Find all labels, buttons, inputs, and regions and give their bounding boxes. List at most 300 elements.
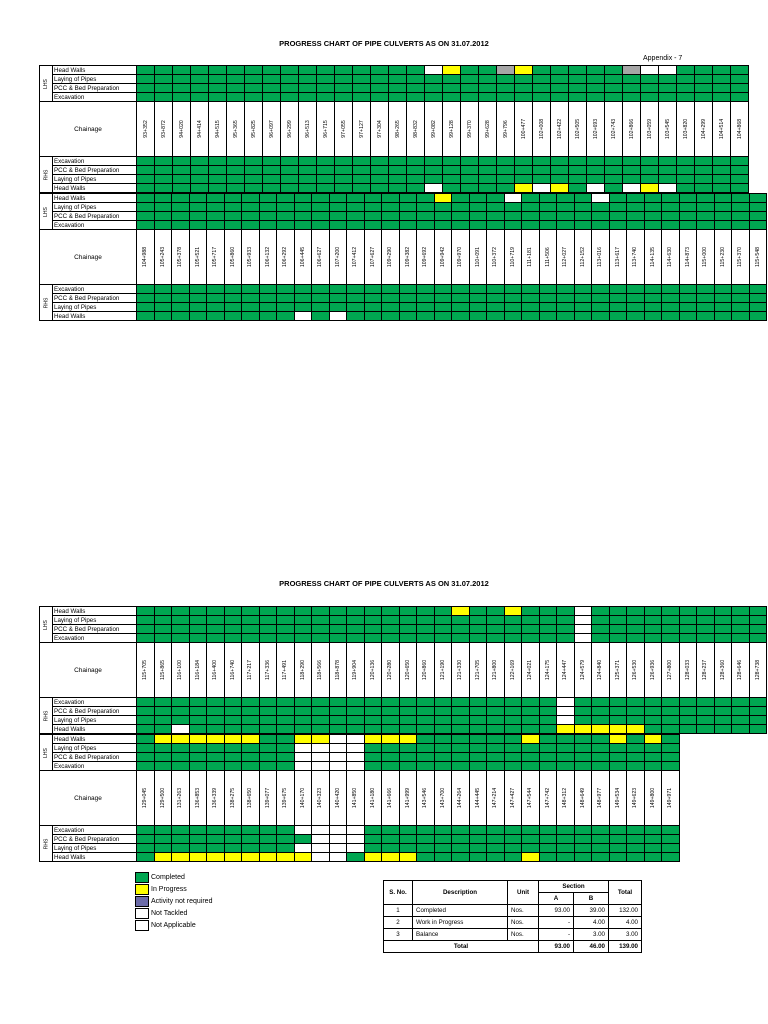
status-cell (732, 212, 750, 221)
status-cell (154, 607, 172, 616)
status-cell (329, 616, 347, 625)
status-cell (335, 157, 353, 166)
status-cell (714, 294, 732, 303)
status-cell (389, 166, 407, 175)
status-cell (662, 634, 680, 643)
activity-label: Excavation (53, 285, 137, 294)
status-cell (382, 312, 400, 321)
activity-label: Excavation (53, 762, 137, 771)
status-cell (557, 194, 575, 203)
status-cell (389, 157, 407, 166)
status-cell (644, 203, 662, 212)
progress-grid-block (39, 734, 680, 862)
chainage-cell: 128+646 (732, 643, 750, 698)
status-cell (732, 221, 750, 230)
status-cell (522, 616, 540, 625)
status-cell (679, 698, 697, 707)
status-cell (695, 175, 713, 184)
activity-row (40, 853, 680, 862)
status-cell (245, 84, 263, 93)
status-cell (154, 716, 172, 725)
status-cell (329, 753, 347, 762)
status-cell (487, 762, 505, 771)
status-cell (434, 707, 452, 716)
status-cell (627, 212, 645, 221)
status-cell (299, 184, 317, 193)
status-cell (533, 93, 551, 102)
status-cell (452, 203, 470, 212)
chainage-cell: 99+370 (461, 102, 479, 157)
status-cell (259, 625, 277, 634)
progress-grid-block (39, 193, 767, 321)
chainage-cell: 106+292 (277, 230, 295, 285)
status-cell (452, 844, 470, 853)
status-cell (469, 707, 487, 716)
status-cell (609, 744, 627, 753)
status-cell (487, 707, 505, 716)
status-cell (574, 212, 592, 221)
status-cell (497, 184, 515, 193)
chainage-cell: 144+264 (452, 771, 470, 826)
status-cell (277, 312, 295, 321)
status-cell (695, 93, 713, 102)
status-cell (259, 753, 277, 762)
status-cell (329, 634, 347, 643)
status-cell (154, 285, 172, 294)
status-cell (224, 625, 242, 634)
status-cell (312, 844, 330, 853)
status-cell (417, 826, 435, 835)
status-cell (399, 285, 417, 294)
status-cell (329, 725, 347, 734)
status-cell (574, 312, 592, 321)
chainage-cell: 102+743 (605, 102, 623, 157)
status-cell (347, 725, 365, 734)
status-cell (452, 826, 470, 835)
status-cell (189, 698, 207, 707)
status-cell (557, 285, 575, 294)
activity-label: Excavation (53, 634, 137, 643)
status-cell (191, 175, 209, 184)
status-cell (623, 84, 641, 93)
status-cell (587, 93, 605, 102)
status-cell (732, 294, 750, 303)
status-cell (569, 66, 587, 75)
status-cell (173, 166, 191, 175)
activity-row (40, 303, 767, 312)
status-cell (504, 735, 522, 744)
status-cell (189, 303, 207, 312)
status-cell (399, 294, 417, 303)
status-cell (487, 616, 505, 625)
status-cell (713, 93, 731, 102)
status-cell (224, 744, 242, 753)
chainage-row (40, 771, 680, 826)
status-cell (335, 93, 353, 102)
status-cell (504, 303, 522, 312)
status-cell (609, 826, 627, 835)
status-cell (364, 221, 382, 230)
status-cell (335, 184, 353, 193)
status-cell (259, 303, 277, 312)
status-cell (469, 616, 487, 625)
status-cell (469, 303, 487, 312)
activity-label: Laying of Pipes (53, 75, 137, 84)
status-cell (259, 607, 277, 616)
status-cell (263, 75, 281, 84)
status-cell (329, 762, 347, 771)
chainage-cell: 128+033 (679, 643, 697, 698)
status-cell (245, 157, 263, 166)
chainage-cell: 110+372 (487, 230, 505, 285)
status-cell (749, 212, 767, 221)
status-cell (592, 634, 610, 643)
chainage-cell: 109+942 (434, 230, 452, 285)
status-cell (207, 698, 225, 707)
status-cell (364, 634, 382, 643)
status-cell (209, 175, 227, 184)
status-cell (189, 753, 207, 762)
status-cell (281, 75, 299, 84)
chainage-cell: 131+263 (172, 771, 190, 826)
status-cell (154, 853, 172, 862)
status-cell (533, 175, 551, 184)
chainage-cell: 121+705 (469, 643, 487, 698)
status-cell (329, 607, 347, 616)
status-cell (347, 221, 365, 230)
chainage-cell: 95+825 (245, 102, 263, 157)
status-cell (227, 84, 245, 93)
status-cell (539, 221, 557, 230)
summary-table: S. No. Description Unit Section Total A B 1 Completed Nos. 93.00 39.00 132.00 2 Work in Progress Nos. - 4.00 4.00 3 Balance Nos. - 3.00 3.00 Total 93.00 46.00 139.00 (383, 880, 642, 953)
status-cell (347, 194, 365, 203)
status-cell (731, 166, 749, 175)
status-cell (207, 194, 225, 203)
status-cell (697, 294, 715, 303)
status-cell (434, 303, 452, 312)
status-cell (557, 294, 575, 303)
status-cell (425, 184, 443, 193)
status-cell (407, 175, 425, 184)
status-cell (533, 184, 551, 193)
status-cell (732, 725, 750, 734)
activity-row (40, 294, 767, 303)
chainage-cell: 148+977 (592, 771, 610, 826)
status-cell (281, 175, 299, 184)
status-cell (749, 716, 767, 725)
status-cell (364, 212, 382, 221)
status-cell (242, 634, 260, 643)
status-cell (574, 707, 592, 716)
status-cell (551, 84, 569, 93)
status-cell (609, 294, 627, 303)
activity-label: Laying of Pipes (53, 303, 137, 312)
status-cell (191, 184, 209, 193)
status-cell (697, 725, 715, 734)
chainage-cell: 136+339 (207, 771, 225, 826)
status-cell (504, 753, 522, 762)
status-cell (347, 294, 365, 303)
chainage-cell: 147+214 (487, 771, 505, 826)
status-cell (749, 698, 767, 707)
status-cell (592, 303, 610, 312)
status-cell (312, 634, 330, 643)
status-cell (172, 194, 190, 203)
status-cell (137, 166, 155, 175)
status-cell (417, 203, 435, 212)
status-cell (329, 203, 347, 212)
page-title-bottom: PROGRESS CHART OF PIPE CULVERTS AS ON 31.07.2012 (279, 579, 489, 588)
status-cell (592, 294, 610, 303)
status-cell (644, 221, 662, 230)
status-cell (329, 212, 347, 221)
status-cell (679, 303, 697, 312)
status-cell (189, 844, 207, 853)
status-cell (695, 157, 713, 166)
status-cell (487, 735, 505, 744)
status-cell (347, 625, 365, 634)
status-cell (714, 634, 732, 643)
legend-item: Not Tackled (135, 907, 212, 919)
status-cell (294, 634, 312, 643)
status-cell (557, 725, 575, 734)
status-cell (749, 634, 767, 643)
legend (135, 871, 212, 931)
chainage-cell: 147+544 (522, 771, 540, 826)
status-cell (679, 634, 697, 643)
status-cell (487, 716, 505, 725)
status-cell (469, 762, 487, 771)
status-cell (137, 616, 155, 625)
status-cell (574, 853, 592, 862)
status-cell (137, 312, 155, 321)
status-cell (364, 725, 382, 734)
status-cell (137, 212, 155, 221)
status-cell (294, 835, 312, 844)
status-cell (574, 698, 592, 707)
chainage-cell: 120+280 (382, 643, 400, 698)
lhs-side-label: LHS (40, 735, 53, 771)
status-cell (172, 221, 190, 230)
status-cell (434, 725, 452, 734)
chainage-cell: 94+515 (209, 102, 227, 157)
chainage-cell: 107+627 (364, 230, 382, 285)
status-cell (294, 716, 312, 725)
status-cell (469, 753, 487, 762)
status-cell (609, 634, 627, 643)
status-cell (479, 166, 497, 175)
chainage-cell: 129+500 (154, 771, 172, 826)
status-cell (207, 826, 225, 835)
status-cell (574, 826, 592, 835)
status-cell (154, 203, 172, 212)
status-cell (294, 625, 312, 634)
chainage-cell: 106+445 (294, 230, 312, 285)
status-cell (224, 303, 242, 312)
status-cell (623, 157, 641, 166)
status-cell (434, 616, 452, 625)
status-cell (539, 716, 557, 725)
status-cell (732, 634, 750, 643)
status-cell (592, 835, 610, 844)
status-cell (417, 616, 435, 625)
status-cell (713, 66, 731, 75)
status-cell (679, 221, 697, 230)
status-cell (627, 853, 645, 862)
status-cell (679, 285, 697, 294)
status-cell (731, 75, 749, 84)
activity-label: Laying of Pipes (53, 616, 137, 625)
status-cell (533, 157, 551, 166)
status-cell (677, 84, 695, 93)
status-cell (155, 84, 173, 93)
status-cell (154, 725, 172, 734)
status-cell (347, 607, 365, 616)
status-cell (173, 75, 191, 84)
status-cell (443, 66, 461, 75)
status-cell (557, 312, 575, 321)
status-cell (172, 725, 190, 734)
status-cell (399, 303, 417, 312)
summary-row: 1 Completed Nos. 93.00 39.00 132.00 (384, 905, 642, 917)
status-cell (137, 157, 155, 166)
status-cell (479, 157, 497, 166)
status-cell (574, 625, 592, 634)
status-cell (697, 212, 715, 221)
status-cell (277, 753, 295, 762)
status-cell (434, 744, 452, 753)
status-cell (347, 716, 365, 725)
activity-row (40, 707, 767, 716)
status-cell (551, 75, 569, 84)
status-cell (277, 212, 295, 221)
status-cell (522, 303, 540, 312)
status-cell (605, 84, 623, 93)
status-cell (263, 157, 281, 166)
status-cell (189, 725, 207, 734)
chainage-cell: 105+521 (189, 230, 207, 285)
status-cell (557, 744, 575, 753)
status-cell (452, 607, 470, 616)
status-cell (154, 221, 172, 230)
status-cell (539, 194, 557, 203)
status-cell (417, 735, 435, 744)
activity-label: Excavation (53, 221, 137, 230)
status-cell (154, 194, 172, 203)
status-cell (137, 93, 155, 102)
chainage-cell: 115+000 (697, 230, 715, 285)
status-cell (137, 66, 155, 75)
status-cell (277, 194, 295, 203)
status-cell (487, 194, 505, 203)
status-cell (479, 184, 497, 193)
status-cell (487, 634, 505, 643)
status-cell (557, 303, 575, 312)
status-cell (469, 844, 487, 853)
chainage-cell: 115+230 (714, 230, 732, 285)
status-cell (224, 285, 242, 294)
chainage-cell: 126+530 (627, 643, 645, 698)
status-cell (347, 303, 365, 312)
chainage-cell: 103+059 (641, 102, 659, 157)
status-cell (245, 166, 263, 175)
status-cell (627, 735, 645, 744)
status-cell (382, 607, 400, 616)
status-cell (399, 616, 417, 625)
chainage-cell: 141+180 (364, 771, 382, 826)
chainage-cell: 140+420 (329, 771, 347, 826)
status-cell (189, 735, 207, 744)
chainage-cell: 99+128 (443, 102, 461, 157)
status-cell (434, 716, 452, 725)
status-cell (189, 294, 207, 303)
status-cell (749, 285, 767, 294)
status-cell (662, 698, 680, 707)
status-cell (515, 184, 533, 193)
status-cell (539, 762, 557, 771)
status-cell (522, 698, 540, 707)
status-cell (469, 698, 487, 707)
status-cell (137, 221, 155, 230)
activity-row (40, 826, 680, 835)
activity-label: Excavation (53, 157, 137, 166)
status-cell (504, 707, 522, 716)
activity-row (40, 625, 767, 634)
status-cell (364, 698, 382, 707)
status-cell (469, 212, 487, 221)
status-cell (659, 175, 677, 184)
status-cell (539, 616, 557, 625)
chainage-cell: 149+800 (644, 771, 662, 826)
status-cell (399, 753, 417, 762)
status-cell (382, 285, 400, 294)
status-cell (522, 707, 540, 716)
status-cell (557, 212, 575, 221)
status-cell (371, 84, 389, 93)
status-cell (371, 175, 389, 184)
status-cell (242, 707, 260, 716)
status-cell (172, 844, 190, 853)
status-cell (749, 294, 767, 303)
chainage-cell: 148+649 (574, 771, 592, 826)
status-cell (191, 84, 209, 93)
status-cell (224, 826, 242, 835)
status-cell (353, 184, 371, 193)
status-cell (417, 303, 435, 312)
chainage-cell: 99+796 (497, 102, 515, 157)
status-cell (662, 221, 680, 230)
status-cell (259, 707, 277, 716)
status-cell (714, 221, 732, 230)
summary-row: 2 Work in Progress Nos. - 4.00 4.00 (384, 917, 642, 929)
status-cell (207, 735, 225, 744)
status-cell (551, 157, 569, 166)
status-cell (407, 66, 425, 75)
chainage-cell: 149+623 (627, 771, 645, 826)
not-applicable-swatch (135, 920, 149, 931)
status-cell (434, 203, 452, 212)
legend-item: In Progress (135, 883, 212, 895)
status-cell (714, 716, 732, 725)
chainage-cell: 149+971 (662, 771, 680, 826)
rhs-side-label: RHS (40, 698, 53, 734)
status-cell (399, 844, 417, 853)
status-cell (259, 762, 277, 771)
status-cell (242, 844, 260, 853)
status-cell (173, 93, 191, 102)
status-cell (399, 826, 417, 835)
status-cell (417, 221, 435, 230)
